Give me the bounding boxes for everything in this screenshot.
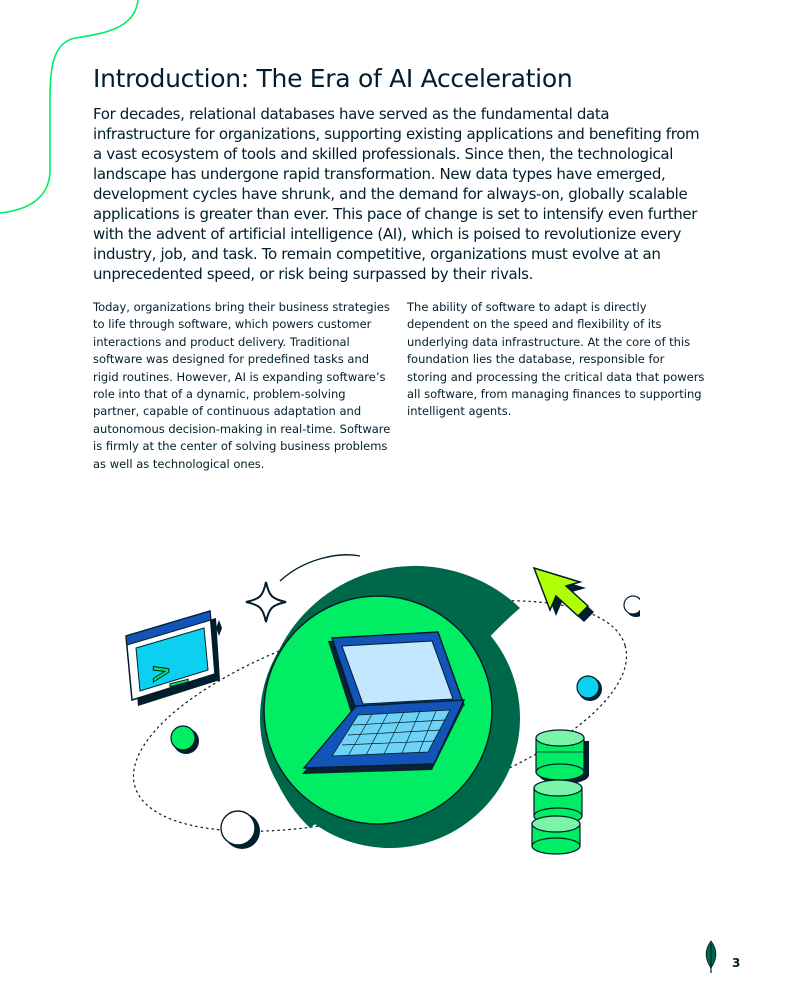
orbit-sphere-cyan — [577, 676, 602, 701]
sparkle-icon — [246, 582, 286, 622]
leaf-logo-icon — [703, 940, 719, 974]
orbit-sphere-white-small — [624, 596, 640, 617]
body-column-left: Today, organizations bring their business strategies to life through software, which powers customer interactions and product delivery. Traditional software was designed for predefined tasks and rigid routines. However, AI is expanding software’s role into that of a dynamic, problem-solving partner, capable of continuous adaptation and autonomous decision-making in real-time. Software is firmly at the center of solving business problems as well as technological ones. — [93, 300, 391, 471]
orbit-sphere-green — [171, 726, 199, 754]
arc-line — [280, 555, 360, 581]
database-tier-bottom — [532, 816, 580, 854]
terminal-window — [126, 611, 220, 706]
page-title: Introduction: The Era of AI Acceleration — [93, 64, 573, 93]
lead-paragraph: For decades, relational databases have served as the fundamental data infrastructure for organizations, supporting existing applications and benefiting from a vast ecosystem of tools and skilled professionals. Since then, the technological landscape has undergone rapid transformation. New data types have emerged, development cycles have shrunk, and the demand for always-on, globally scalable applications is greater than ever. This pace of change is set to intensify even further with the advent of artificial intelligence (AI), which is poised to revolutionize every industry, job, and task. To remain competitive, organizations must evolve at an unprecedented speed, or risk being surpassed by their rivals. — [93, 105, 700, 283]
body-column-right: The ability of software to adapt is directly dependent on the speed and flexibility of its underlying data infrastructure. At the core of this foundation lies the database, responsible for storing and processing the critical data that powers all software, from managing finances to supporting intelligent agents. — [407, 300, 705, 419]
database-stack — [532, 730, 589, 854]
database-tier-top — [536, 730, 584, 780]
ai-illustration — [120, 548, 640, 878]
cursor-arrow-icon — [534, 568, 594, 622]
page-number: 3 — [732, 956, 741, 970]
orbit-sphere-white-large — [221, 811, 260, 849]
terminal-prompt: >_ — [152, 648, 189, 692]
